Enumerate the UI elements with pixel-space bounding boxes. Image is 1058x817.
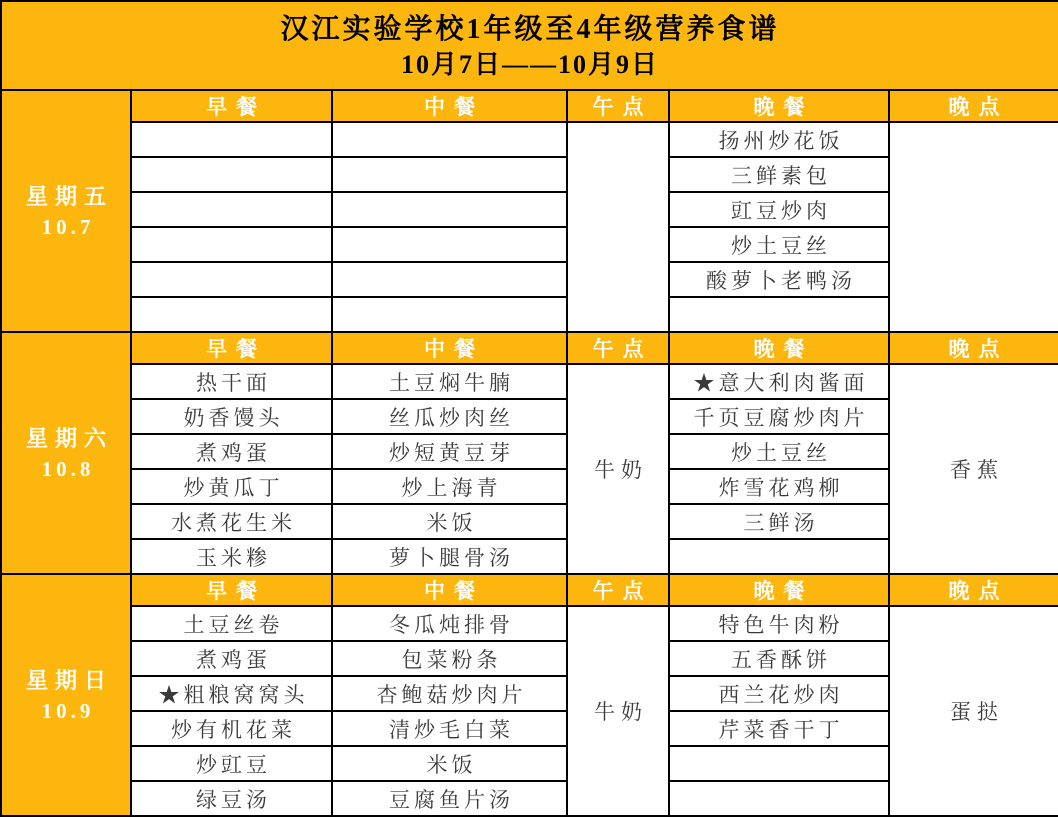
col-header-evening-snack: 晚点 (889, 574, 1058, 606)
breakfast-item (131, 122, 332, 157)
dinner-item: 芹菜香干丁 (669, 711, 889, 746)
dinner-item: 特色牛肉粉 (669, 606, 889, 641)
col-header-breakfast: 早餐 (131, 574, 332, 606)
breakfast-item: ★粗粮窝窝头 (131, 676, 332, 711)
dinner-item: 扬州炒花饭 (669, 122, 889, 157)
col-header-dinner: 晚餐 (669, 332, 889, 364)
day-name: 星期六 (25, 425, 113, 451)
dinner-item: 酸萝卜老鸭汤 (669, 262, 889, 297)
breakfast-item (131, 192, 332, 227)
section-sunday (1, 574, 1058, 816)
header-row (1, 574, 1058, 606)
col-header-lunch: 中餐 (332, 90, 567, 122)
dinner-item: 炸雪花鸡柳 (669, 469, 889, 504)
dinner-item: ★意大利肉酱面 (669, 364, 889, 399)
lunch-item: 土豆焖牛腩 (332, 364, 567, 399)
col-header-dinner: 晚餐 (669, 574, 889, 606)
dinner-item: 西兰花炒肉 (669, 676, 889, 711)
lunch-item (332, 227, 567, 262)
lunch-item: 米饭 (332, 504, 567, 539)
col-header-dinner: 晚餐 (669, 90, 889, 122)
col-header-evening-snack: 晚点 (889, 90, 1058, 122)
breakfast-item (131, 262, 332, 297)
lunch-item: 杏鲍菇炒肉片 (332, 676, 567, 711)
breakfast-item: 奶香馒头 (131, 399, 332, 434)
day-date: 10.7 (41, 214, 95, 239)
col-header-breakfast: 早餐 (131, 332, 332, 364)
lunch-item (332, 157, 567, 192)
dinner-item: 豇豆炒肉 (669, 192, 889, 227)
dinner-item (669, 539, 889, 574)
lunch-item: 豆腐鱼片汤 (332, 781, 567, 816)
noon-snack-cell (567, 122, 669, 332)
breakfast-item: 热干面 (131, 364, 332, 399)
lunch-item: 清炒毛白菜 (332, 711, 567, 746)
day-date: 10.8 (41, 456, 95, 481)
breakfast-item (131, 297, 332, 332)
title-section (1, 1, 1058, 90)
breakfast-item: 炒豇豆 (131, 746, 332, 781)
breakfast-item: 煮鸡蛋 (131, 641, 332, 676)
day-cell-saturday (1, 332, 131, 574)
breakfast-item: 煮鸡蛋 (131, 434, 332, 469)
day-cell-sunday (1, 574, 131, 816)
day-cell-friday (1, 90, 131, 332)
evening-snack-cell: 香蕉 (889, 364, 1058, 574)
breakfast-item (131, 157, 332, 192)
evening-snack-cell: 蛋挞 (889, 606, 1058, 816)
dinner-item: 炒土豆丝 (669, 434, 889, 469)
noon-snack-cell: 牛奶 (567, 606, 669, 816)
dinner-item: 千页豆腐炒肉片 (669, 399, 889, 434)
lunch-item (332, 297, 567, 332)
menu-row (1, 364, 1058, 399)
dinner-item (669, 297, 889, 332)
lunch-item: 包菜粉条 (332, 641, 567, 676)
section-friday (1, 90, 1058, 332)
col-header-noon-snack: 午点 (567, 90, 669, 122)
breakfast-item: 玉米糁 (131, 539, 332, 574)
col-header-lunch: 中餐 (332, 574, 567, 606)
dinner-item: 三鲜素包 (669, 157, 889, 192)
page-title (1, 1, 1058, 90)
col-header-lunch: 中餐 (332, 332, 567, 364)
day-name: 星期日 (25, 667, 113, 693)
col-header-noon-snack: 午点 (567, 332, 669, 364)
evening-snack-cell (889, 122, 1058, 332)
dinner-item: 炒土豆丝 (669, 227, 889, 262)
dinner-item (669, 746, 889, 781)
breakfast-item: 炒有机花菜 (131, 711, 332, 746)
dinner-item: 五香酥饼 (669, 641, 889, 676)
col-header-noon-snack: 午点 (567, 574, 669, 606)
menu-row (1, 122, 1058, 157)
col-header-evening-snack: 晚点 (889, 332, 1058, 364)
day-date: 10.9 (41, 698, 95, 723)
lunch-item: 冬瓜炖排骨 (332, 606, 567, 641)
lunch-item (332, 122, 567, 157)
section-saturday (1, 332, 1058, 574)
lunch-item (332, 262, 567, 297)
day-name: 星期五 (25, 183, 113, 209)
noon-snack-cell: 牛奶 (567, 364, 669, 574)
header-row (1, 332, 1058, 364)
lunch-item: 丝瓜炒肉丝 (332, 399, 567, 434)
breakfast-item: 炒黄瓜丁 (131, 469, 332, 504)
lunch-item: 炒短黄豆芽 (332, 434, 567, 469)
breakfast-item: 土豆丝卷 (131, 606, 332, 641)
header-row (1, 90, 1058, 122)
dinner-item (669, 781, 889, 816)
breakfast-item: 绿豆汤 (131, 781, 332, 816)
breakfast-item: 水煮花生米 (131, 504, 332, 539)
lunch-item (332, 192, 567, 227)
dinner-item: 三鲜汤 (669, 504, 889, 539)
title-line-1: 汉江实验学校1年级至4年级营养食谱 (280, 14, 780, 45)
lunch-item: 萝卜腿骨汤 (332, 539, 567, 574)
col-header-breakfast: 早餐 (131, 90, 332, 122)
menu-row (1, 606, 1058, 641)
breakfast-item (131, 227, 332, 262)
title-line-2: 10月7日——10月9日 (401, 49, 660, 79)
lunch-item: 米饭 (332, 746, 567, 781)
lunch-item: 炒上海青 (332, 469, 567, 504)
